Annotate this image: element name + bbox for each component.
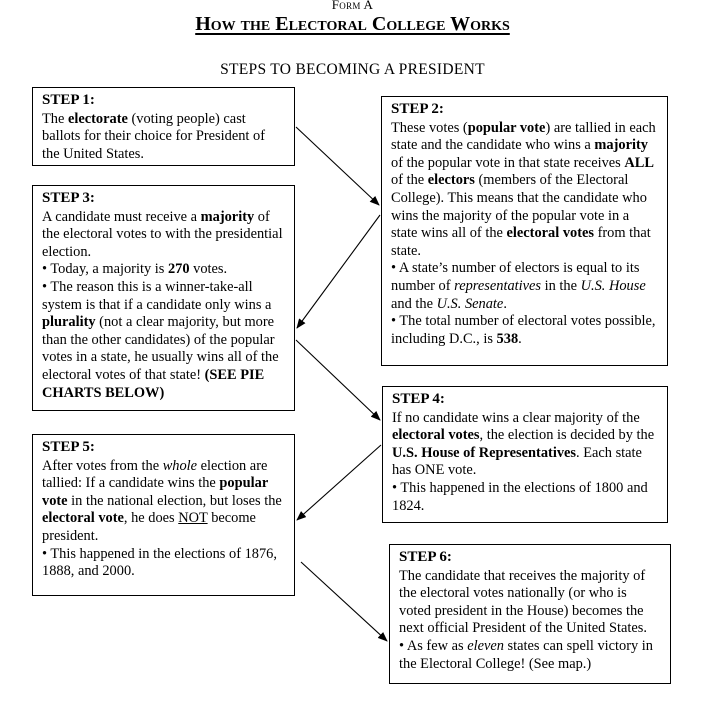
text-run: electoral votes xyxy=(506,225,594,242)
text-run: , the election is decided by the xyxy=(479,427,655,444)
text-run: 270 xyxy=(167,261,190,278)
text-run: • As few as xyxy=(399,637,468,654)
step-paragraph xyxy=(42,111,285,164)
text-run: (voting people) cast ballots for their choice for President of the United States. xyxy=(42,110,265,162)
step-paragraph xyxy=(42,546,285,581)
text-run: plurality xyxy=(42,314,96,331)
step-paragraph xyxy=(391,260,658,313)
step-title: STEP 5: xyxy=(42,439,95,455)
text-run: (not a clear majority, but more than the other candidates) of the popular votes in a state, he usually wins all of the electoral votes of that state! xyxy=(42,314,279,383)
text-run: and the xyxy=(391,295,437,312)
text-run: The xyxy=(42,110,68,127)
text-run: 538 xyxy=(496,330,519,347)
step-paragraph xyxy=(42,279,285,402)
text-run: electoral vote xyxy=(42,510,124,527)
step-title: STEP 3: xyxy=(42,190,95,206)
text-run: , he does xyxy=(123,510,179,527)
arrow-step3-to-step4 xyxy=(296,340,380,420)
step-paragraph xyxy=(391,120,658,261)
step-title: STEP 2: xyxy=(391,101,444,117)
step-paragraph xyxy=(392,410,658,480)
text-run: ) are tallied in each state and the candidate who wins a xyxy=(391,119,656,154)
step-1-box xyxy=(32,87,295,166)
text-run: majority xyxy=(594,137,648,154)
text-run: NOT xyxy=(178,510,208,527)
page-subtitle: STEPS TO BECOMING A PRESIDENT xyxy=(220,61,485,78)
text-run: electorate xyxy=(67,110,128,127)
text-run: . Each state has ONE vote. xyxy=(392,444,642,479)
text-run: The candidate that receives the majority of the electoral votes nationally (or who is voted president in the House) becomes the next official President of the United States. xyxy=(399,567,647,637)
text-run: electoral votes xyxy=(392,427,480,444)
text-run: A candidate must receive a xyxy=(42,208,201,225)
text-run: election are tallied: If a candidate wins the xyxy=(42,457,268,492)
step-2-box xyxy=(381,96,668,366)
step-paragraph xyxy=(42,261,285,279)
text-run: of the electoral votes to with the presidential election. xyxy=(42,208,283,260)
text-run: • The reason this is a winner-take-all system is that if a candidate only wins a xyxy=(42,278,272,313)
text-run: • This happened in the elections of 1800 and 1824. xyxy=(392,479,648,514)
text-run: U.S. Senate xyxy=(436,295,504,312)
text-run: of the popular vote in that state receives xyxy=(391,154,625,171)
text-run: in the xyxy=(541,277,581,294)
text-run: electors xyxy=(427,172,475,189)
text-run: popular vote xyxy=(467,119,546,136)
step-3-box xyxy=(32,185,295,411)
text-run: • A state’s number of electors is equal to its number of xyxy=(391,260,640,294)
text-run: representatives xyxy=(454,277,542,294)
form-label: Form A xyxy=(331,0,374,12)
step-paragraph xyxy=(42,458,285,546)
step-paragraph xyxy=(399,568,661,638)
step-4-box xyxy=(382,386,668,523)
text-run: eleven xyxy=(467,637,504,654)
text-run: (members of the Electoral College). This means that the candidate who wins the majority of the popular vote in a state wins all of the xyxy=(391,172,647,242)
page-title: How the Electoral College Works xyxy=(195,13,510,35)
text-run: These votes ( xyxy=(391,119,468,136)
step-5-box xyxy=(32,434,295,596)
text-run: • This happened in the elections of 1876, 1888, and 2000. xyxy=(42,545,277,580)
arrow-step2-to-step3 xyxy=(297,215,380,328)
step-title: STEP 6: xyxy=(399,549,452,565)
text-run: . xyxy=(503,295,507,312)
text-run: If no candidate wins a clear majority of the xyxy=(392,409,640,426)
arrow-step4-to-step5 xyxy=(297,445,381,520)
text-run: states can spell victory in the Electoral College! (See map.) xyxy=(399,637,654,672)
text-run: majority xyxy=(200,208,255,225)
arrow-step5-to-step6 xyxy=(301,562,387,641)
text-run: popular vote xyxy=(42,475,268,509)
text-run: • Today, a majority is xyxy=(42,261,168,278)
text-run: U.S. House xyxy=(580,277,646,294)
text-run: ALL xyxy=(624,154,654,171)
step-title: STEP 1: xyxy=(42,92,95,108)
text-run: U.S. House of Representatives xyxy=(392,444,577,461)
text-run: After votes from the xyxy=(42,457,163,474)
step-6-box xyxy=(389,544,671,684)
step-paragraph xyxy=(399,638,661,673)
text-run: become president. xyxy=(42,510,256,544)
step-paragraph xyxy=(392,480,658,515)
arrow-step1-to-step2 xyxy=(296,127,379,205)
text-run: of the xyxy=(391,172,428,189)
text-run: . xyxy=(518,330,522,347)
text-run: votes. xyxy=(189,261,228,278)
text-run: • The total number of electoral votes possible, including D.C., is xyxy=(391,313,656,347)
text-run: in the national election, but loses the xyxy=(67,492,282,509)
text-run: (SEE PIE CHARTS BELOW) xyxy=(42,366,265,401)
step-title: STEP 4: xyxy=(392,391,445,407)
step-paragraph xyxy=(42,209,285,262)
step-paragraph xyxy=(391,313,658,348)
text-run: whole xyxy=(162,457,198,474)
text-run: from that state. xyxy=(391,225,651,259)
